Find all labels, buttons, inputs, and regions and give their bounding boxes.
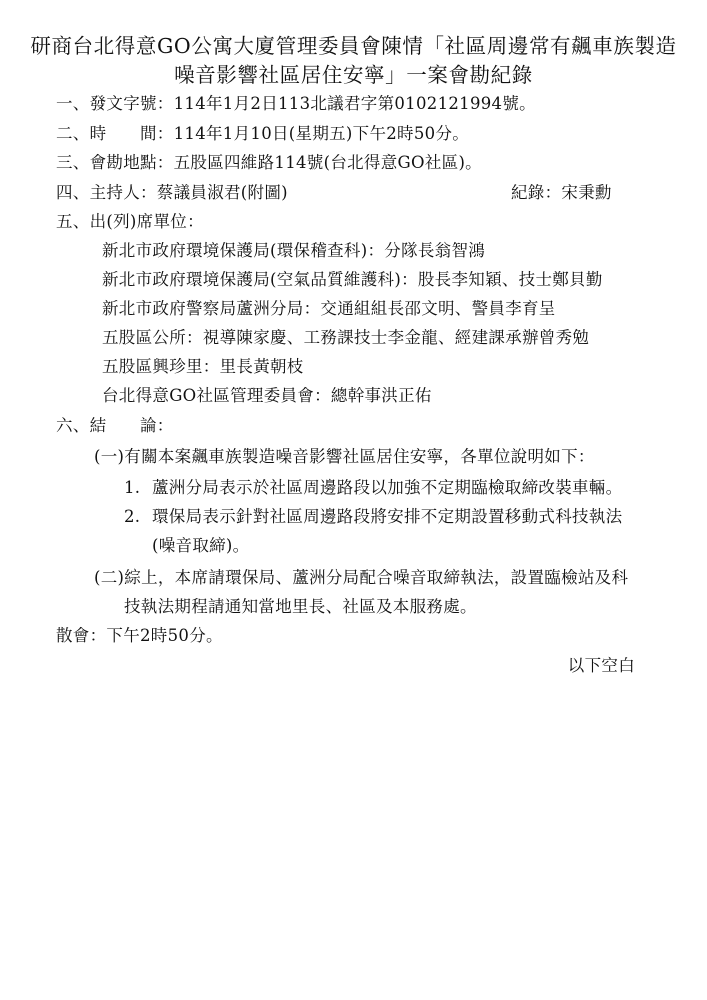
conclusion-2-line-2: 技執法期程請通知當地里長、社區及本服務處。 [124, 597, 477, 616]
list-text: 蘆洲分局表示於社區周邊路段以加強不定期臨檢取締改裝車輛。 [152, 478, 623, 497]
item-recorder: 紀錄：宋秉勳 [511, 183, 612, 202]
attendee-line: 新北市政府環境保護局(空氣品質維護科)：股長李知穎、技士鄭貝勤 [102, 270, 603, 289]
item-host: 四、主持人：蔡議員淑君(附圖) [56, 183, 288, 202]
attendee-line: 新北市政府環境保護局(環保稽查科)：分隊長翁智鴻 [102, 241, 486, 260]
list-text: 環保局表示針對社區周邊路段將安排不定期設置移動式科技執法 [152, 507, 623, 526]
conclusion-1: (一)有關本案飆車族製造噪音影響社區居住安寧，各單位說明如下： [94, 447, 595, 466]
conclusion-2-line-1: (二)綜上，本席請環保局、蘆洲分局配合噪音取締執法，設置臨檢站及科 [94, 568, 629, 587]
document-title-line-1: 研商台北得意GO公寓大廈管理委員會陳情「社區周邊常有飆車族製造 [30, 34, 677, 58]
item-document-number: 一、發文字號：114年1月2日113北議君字第0102121994號。 [56, 94, 536, 113]
item-meeting-time: 二、時 間：114年1月10日(星期五)下午2時50分。 [56, 124, 470, 143]
document-title-line-2: 噪音影響社區居住安寧」一案會勘紀錄 [174, 63, 533, 87]
attendee-line: 台北得意GO社區管理委員會：總幹事洪正佑 [102, 386, 432, 405]
attendee-line: 新北市政府警察局蘆洲分局：交通組組長邵文明、警員李育呈 [102, 299, 556, 318]
item-conclusion-heading: 六、結 論： [56, 416, 174, 435]
conclusion-1-point-1 [124, 477, 622, 499]
attendee-line: 五股區公所：視導陳家慶、工務課技士李金龍、經建課承辦曾秀勉 [102, 328, 590, 347]
list-number: 1. [124, 478, 141, 497]
meeting-adjourned: 散會：下午2時50分。 [56, 626, 223, 645]
list-number: 2. [124, 507, 141, 526]
conclusion-1-point-2 [124, 506, 622, 528]
item-meeting-location: 三、會勘地點：五股區四維路114號(台北得意GO社區)。 [56, 153, 482, 172]
item-attendees-heading: 五、出(列)席單位： [56, 212, 204, 231]
end-note: 以下空白 [567, 656, 635, 675]
conclusion-1-point-2-continued: (噪音取締)。 [152, 536, 250, 555]
attendee-line: 五股區興珍里：里長黃朝枝 [102, 357, 304, 376]
